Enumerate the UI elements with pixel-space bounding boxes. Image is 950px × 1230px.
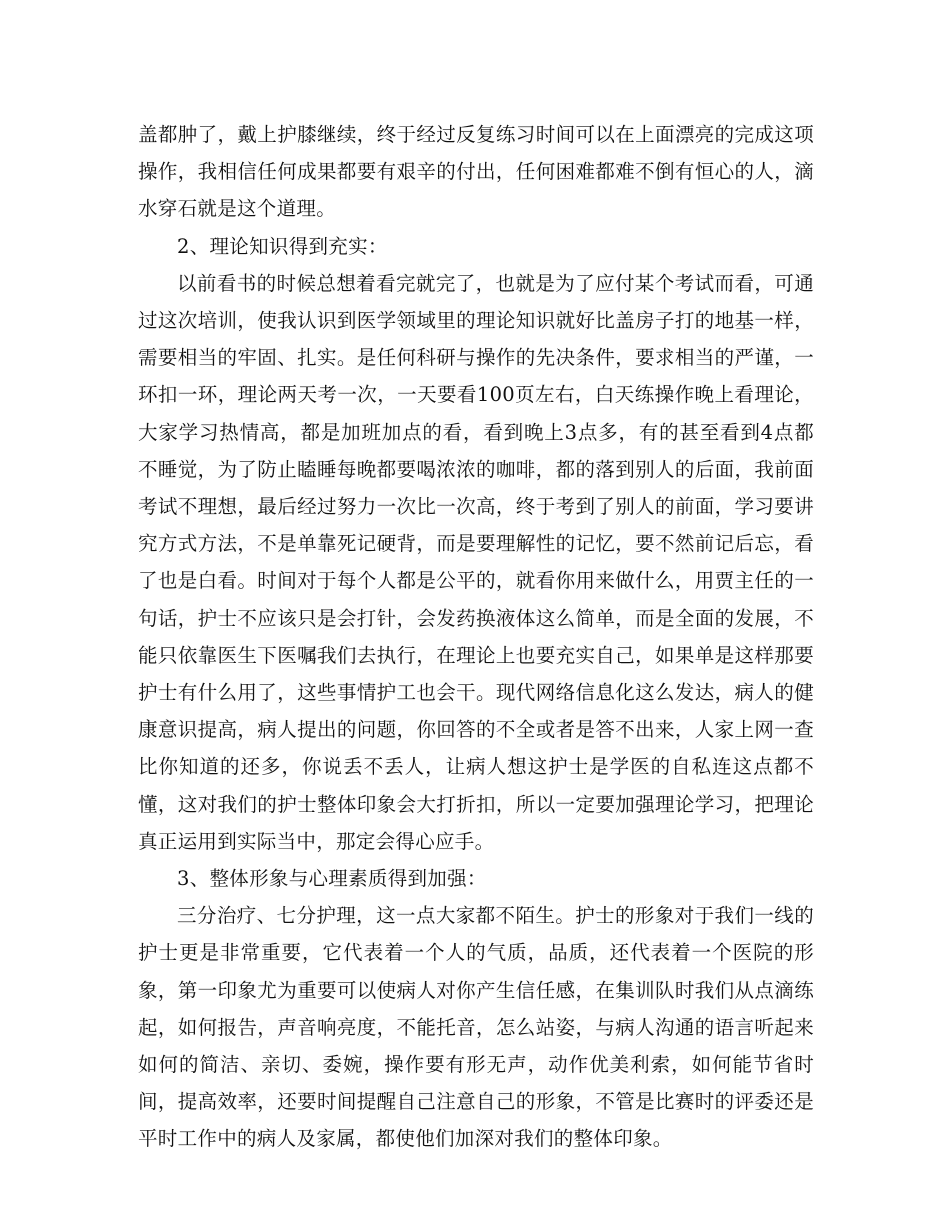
paragraph-theory: 以前看书的时候总想着看完就完了，也就是为了应付某个考试而看，可通过这次培训，使我认识到医学领域里的理论知识就好比盖房子打的地基一样，需要相当的牢固、扎实。是任何科研与操作的先决条件，要求相当的严谨，一环扣一环，理论两天考一次，一天要看100页左右，白天练操作晚上看理论，大家学习热情高，都是加班加点的看，看到晚上3点多，有的甚至看到4点都不睡觉，为了防止瞌睡每晚都要喝浓浓的咖啡，都的落到别人的后面，我前面考试不理想，最后经过努力一次比一次高，终于考到了别人的前面，学习要讲究方式方法，不是单靠死记硬背，而是要理解性的记忆，要不然前记后忘，看了也是白看。时间对于每个人都是公平的，就看你用来做什么，用贾主任的一句话，护士不应该只是会打针，会发药换液体这么简单，而是全面的发展，不能只依靠医生下医嘱我们去执行，在理论上也要充实自己，如果单是这样那要护士有什么用了，这些事情护工也会干。现代网络信息化这么发达，病人的健康意识提高，病人提出的问题，你回答的不全或者是答不出来，人家上网一查比你知道的还多，你说丢不丢人，让病人想这护士是学医的自私连这点都不懂，这对我们的护士整体印象会大打折扣，所以一定要加强理论学习，把理论真正运用到实际当中，那定会得心应手。 [138,271,814,853]
document-body [138,116,814,1158]
section-heading-image: 3、整体形象与心理素质得到加强： [177,867,487,891]
paragraph-continuation: 盖都肿了，戴上护膝继续，终于经过反复练习时间可以在上面漂亮的完成这项操作，我相信任何成果都要有艰辛的付出，任何困难都难不倒有恒心的人，滴水穿石就是这个道理。 [138,123,814,221]
paragraph-image: 三分治疗、七分护理，这一点大家都不陌生。护士的形象对于我们一线的护士更是非常重要，它代表着一个人的气质，品质，还代表着一个医院的形象，第一印象尤为重要可以使病人对你产生信任感，在集训队时我们从点滴练起，如何报告，声音响亮度，不能托音，怎么站姿，与病人沟通的语言听起来如何的简洁、亲切、委婉，操作要有形无声，动作优美利索，如何能节省时间，提高效率，还要时间提醒自己注意自己的形象，不管是比赛时的评委还是平时工作中的病人及家属，都使他们加深对我们的整体印象。 [138,904,814,1151]
section-heading-theory: 2、理论知识得到充实： [177,234,388,258]
